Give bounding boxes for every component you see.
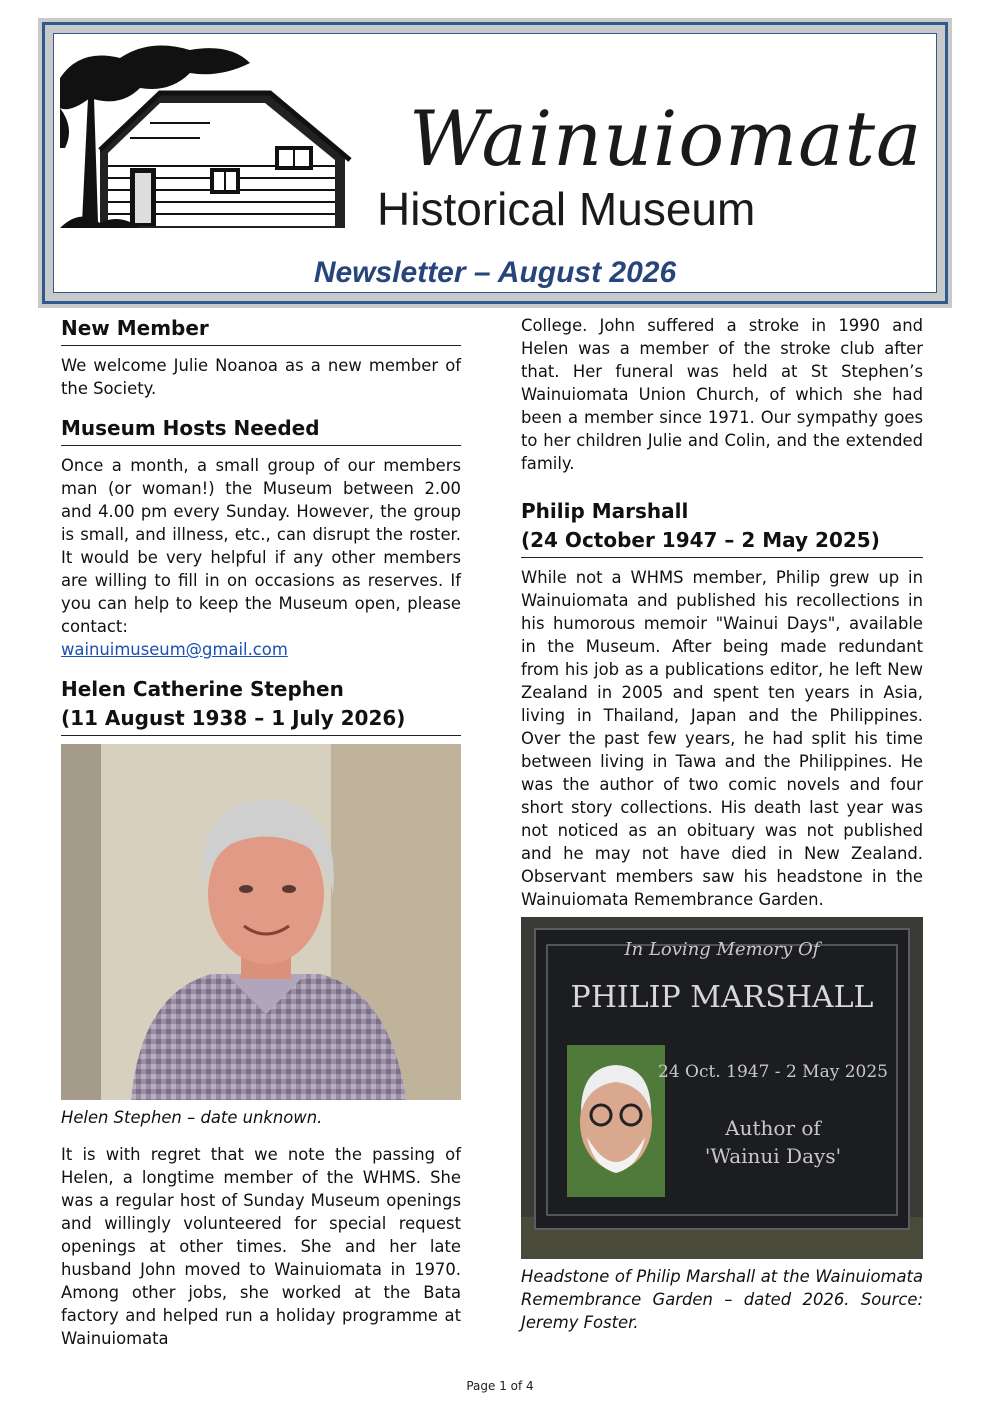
masthead <box>38 18 952 308</box>
helen-photo <box>61 744 461 1100</box>
headstone-name-text: PHILIP MARSHALL <box>570 980 874 1015</box>
contact-email-link[interactable]: wainuimuseum@gmail.com <box>61 640 288 659</box>
headstone-dates-text: 24 Oct. 1947 - 2 May 2025 <box>658 1062 888 1082</box>
headstone-memory-text: In Loving Memory Of <box>624 939 820 960</box>
headstone-author-line1: Author of <box>725 1116 821 1140</box>
page-number: Page 1 of 4 <box>466 1379 534 1393</box>
museum-hosts-body: Once a month, a small group of our members man (or woman!) the Museum between 2.00 and 4.00 pm every Sunday. However, the group is small, and illness, etc., can disrupt the roster. It would be very helpful if any other members are willing to fill in on occasions as reserves. If you can help to keep the Museum open, please contact: <box>61 456 461 636</box>
philip-name: Philip Marshall <box>521 499 689 523</box>
philip-headstone-photo <box>521 917 923 1259</box>
new-member-heading: New Member <box>61 314 461 346</box>
helen-photo-caption: Helen Stephen – date unknown. <box>61 1108 323 1127</box>
headstone-author-line2: 'Wainui Days' <box>704 1144 842 1168</box>
philip-heading <box>521 497 923 558</box>
helen-obituary-text: It is with regret that we note the passing of Helen, a longtime member of the WHMS. She was a regular host of Sunday Museum openings and willingly volunteered for special request openings at other times. She and her late husband John moved to Wainuiomata in 1970. Among other jobs, she worked at the Bata factory and helped run a holiday programme at Wainuiomata <box>61 1145 461 1348</box>
museum-hosts-text <box>61 454 461 661</box>
new-member-text: We welcome Julie Noanoa as a new member of the Society. <box>61 356 461 398</box>
museum-name-subtitle: Historical Museum <box>377 183 756 235</box>
museum-name-script: Wainuiomata <box>409 94 923 183</box>
philip-dates: (24 October 1947 – 2 May 2025) <box>521 528 880 552</box>
right-column <box>521 314 923 1334</box>
museum-hosts-heading: Museum Hosts Needed <box>61 414 461 446</box>
helen-heading <box>61 675 461 736</box>
helen-obituary-continued: College. John suffered a stroke in 1990 and Helen was a member of the stroke club after that. Her funeral was held at St Stephen’s Wainuiomata Union Church, of which she had been a member since 1971. Our sympathy goes to her children Julie and Colin, and the extended family. <box>521 316 923 473</box>
helen-name: Helen Catherine Stephen <box>61 677 344 701</box>
helen-dates: (11 August 1938 – 1 July 2026) <box>61 706 406 730</box>
headstone-caption: Headstone of Philip Marshall at the Wainuiomata Remembrance Garden – dated 2026. Source: Jeremy Foster. <box>521 1267 923 1332</box>
newsletter-title: Newsletter – August 2026 <box>313 256 677 289</box>
masthead-panel <box>53 33 937 293</box>
museum-building-logo <box>60 38 360 238</box>
masthead-border <box>42 22 948 304</box>
left-column <box>61 314 461 1350</box>
philip-obituary-text: While not a WHMS member, Philip grew up in Wainuiomata and published his recollections in his humorous memoir "Wainui Days", available in the Museum. After being made redundant from his job as a publications editor, he left New Zealand in 2005 and spent ten years in Asia, living in Thailand, Japan and the Philippines. Over the past few years, he had split his time between living in Tawa and the Philippines. He was the author of two comic novels and four short story collections. His death last year was not noticed as an obituary was not published and he may not have died in New Zealand. Observant members saw his headstone in the Wainuiomata Remembrance Garden. <box>521 568 923 909</box>
